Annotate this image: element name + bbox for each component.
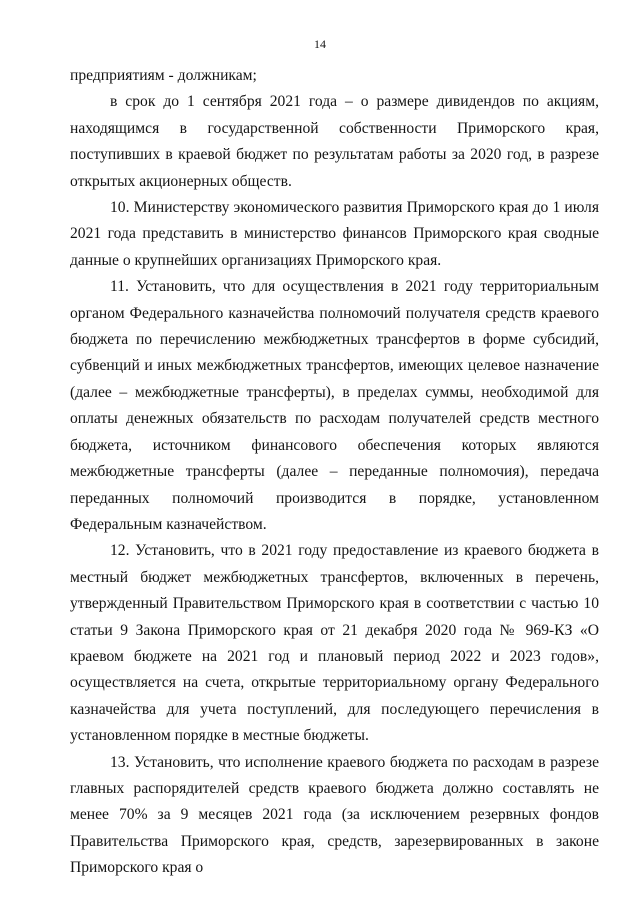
document-body	[70, 63, 599, 882]
paragraph-item-11: 11. Установить, что для осуществления в 2021 году территориальным органом Федерального казначейства полномочий получателя средств краевого бюджета по перечислению межбюджетных трансфертов в форме субсидий, субвенций и иных межбюджетных трансфертов, имеющих целевое назначение (далее – межбюджетные трансферты), в пределах суммы, необходимой для оплаты денежных обязательств по расходам получателей средств местного бюджета, источником финансового обеспечения которых являются межбюджетные трансферты (далее – переданные полномочия), передача переданных полномочий производится в порядке, установленном Федеральным казначейством.	[70, 278, 599, 533]
paragraph-dividends-deadline: в срок до 1 сентября 2021 года – о размере дивидендов по акциям, находящимся в государственной собственности Приморского края, поступивших в краевой бюджет по результатам работы за 2020 год, в разрезе открытых акционерных обществ.	[70, 93, 599, 190]
paragraph-item-13: 13. Установить, что исполнение краевого бюджета по расходам в разрезе главных распорядителей средств краевого бюджета должно составлять не менее 70% за 9 месяцев 2021 года (за исключением резервных фондов Правительства Приморского края, средств, зарезервированных в законе Приморского края о	[70, 753, 599, 877]
paragraph-item-10: 10. Министерству экономического развития Приморского края до 1 июля 2021 года представить в министерство финансов Приморского края сводные данные о крупнейших организациях Приморского края.	[70, 199, 599, 269]
paragraph-item-12: 12. Установить, что в 2021 году предоставление из краевого бюджета в местный бюджет межбюджетных трансфертов, включенных в перечень, утвержденный Правительством Приморского края в соответствии с частью 10 статьи 9 Закона Приморского края от 21 декабря 2020 года № 969-КЗ «О краевом бюджете на 2021 год и плановый период 2022 и 2023 годов», осуществляется на счета, открытые территориальному органу Федерального казначейства для учета поступлений, для последующего перечисления в установленном порядке в местные бюджеты.	[70, 542, 599, 745]
page-number: 14	[314, 37, 326, 51]
paragraph-continuation: предприятиям - должникам;	[70, 67, 257, 84]
